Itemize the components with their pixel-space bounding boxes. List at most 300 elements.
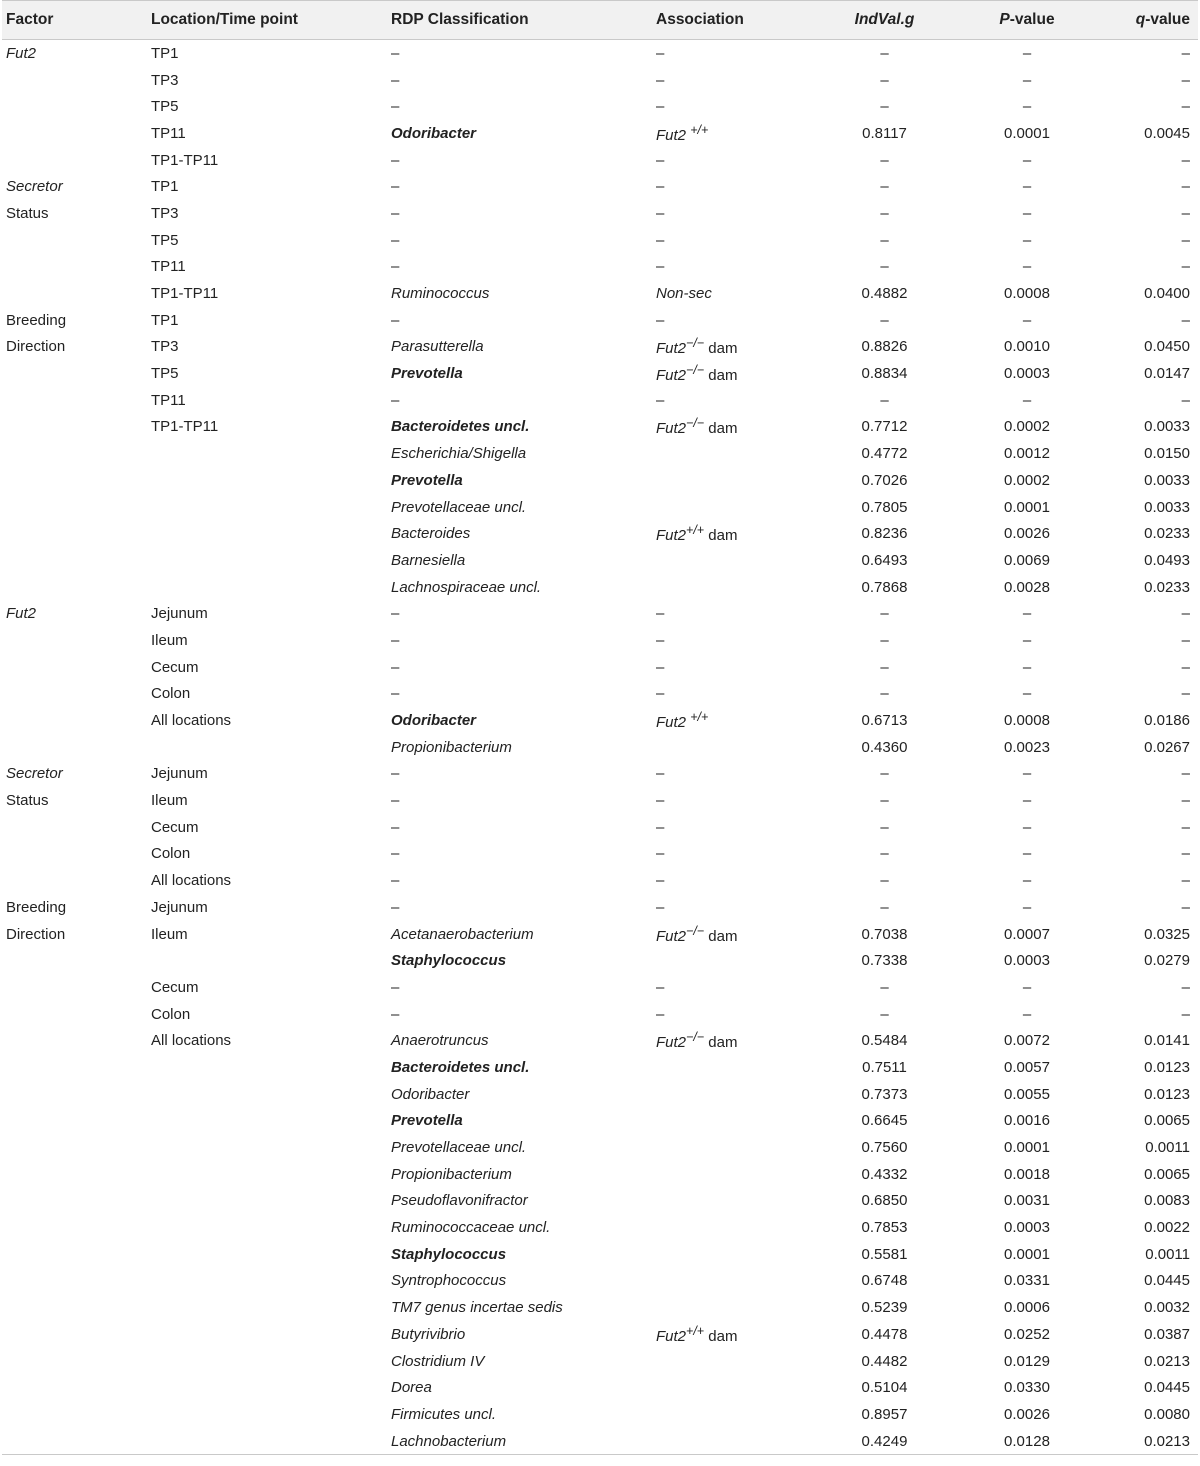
cell-p-value: 0.0072	[1004, 1032, 1050, 1050]
cell-p-value: 0.0129	[1004, 1352, 1050, 1370]
cell-q-value: –	[1181, 845, 1190, 863]
cell-p-value: –	[1022, 685, 1032, 703]
cell-rdp-classification: Syntrophococcus	[391, 1272, 507, 1290]
cell-q-value: 0.0387	[1144, 1325, 1190, 1343]
cell-factor	[2, 1188, 147, 1215]
cell-p-value: 0.0003	[1004, 365, 1050, 383]
cell-rdp-classification: –	[391, 685, 400, 703]
cell-association	[652, 947, 812, 974]
cell-factor	[2, 681, 147, 708]
cell-p-value: 0.0003	[1004, 952, 1050, 970]
cell-association: –	[656, 872, 665, 890]
cell-association: –	[656, 685, 665, 703]
cell-rdp-classification: –	[391, 631, 400, 649]
header-q-value	[1097, 1, 1198, 40]
cell-association: –	[656, 231, 665, 249]
cell-indval: 0.5104	[861, 1379, 908, 1397]
cell-rdp-classification: Ruminococcaceae uncl.	[391, 1219, 551, 1237]
cell-p-value: 0.0069	[1004, 551, 1050, 569]
cell-association: –	[656, 178, 665, 196]
cell-factor: Status	[6, 204, 49, 222]
cell-location	[147, 1108, 387, 1135]
cell-rdp-classification: Prevotellaceae uncl.	[391, 1139, 527, 1157]
cell-association: –	[656, 98, 665, 116]
cell-rdp-classification: Prevotella	[391, 1112, 463, 1130]
cell-rdp-classification: –	[391, 231, 400, 249]
table-row	[2, 627, 1198, 654]
table-row	[2, 1241, 1198, 1268]
cell-rdp-classification: –	[391, 978, 400, 996]
cell-association	[652, 574, 812, 601]
cell-location	[147, 1134, 387, 1161]
cell-association: –	[656, 391, 665, 409]
cell-indval: 0.5239	[861, 1299, 908, 1317]
cell-q-value: 0.0267	[1144, 738, 1190, 756]
cell-factor	[2, 1161, 147, 1188]
cell-location	[147, 467, 387, 494]
table-row	[2, 280, 1198, 307]
cell-association: Fut2−/− dam	[656, 363, 738, 385]
cell-location: Jejunum	[151, 605, 208, 623]
cell-indval: 0.8826	[861, 338, 908, 356]
cell-q-value: 0.0186	[1144, 712, 1190, 730]
cell-factor	[2, 1027, 147, 1054]
cell-p-value: –	[1022, 258, 1032, 276]
table-row	[2, 547, 1198, 574]
cell-factor	[2, 947, 147, 974]
table-row	[2, 307, 1198, 334]
cell-rdp-classification: –	[391, 391, 400, 409]
cell-factor	[2, 1321, 147, 1348]
cell-location	[147, 520, 387, 547]
cell-location	[147, 440, 387, 467]
table-row	[2, 707, 1198, 734]
cell-q-value: –	[1181, 978, 1190, 996]
cell-association: –	[656, 151, 665, 169]
cell-rdp-classification: Propionibacterium	[391, 1165, 512, 1183]
cell-p-value: –	[1022, 898, 1032, 916]
cell-indval: –	[880, 311, 889, 329]
cell-rdp-classification: –	[391, 792, 400, 810]
cell-factor	[2, 520, 147, 547]
cell-indval: 0.6850	[861, 1192, 908, 1210]
cell-q-value: 0.0083	[1144, 1192, 1190, 1210]
header-factor: Factor	[2, 1, 147, 40]
table-row	[2, 200, 1198, 227]
cell-p-value: 0.0010	[1004, 338, 1050, 356]
cell-indval: –	[880, 685, 889, 703]
cell-p-value: 0.0001	[1004, 498, 1050, 516]
cell-q-value: 0.0233	[1144, 525, 1190, 543]
cell-association: –	[656, 845, 665, 863]
cell-location: TP3	[151, 338, 179, 356]
cell-indval: 0.6748	[861, 1272, 908, 1290]
cell-association: –	[656, 818, 665, 836]
cell-rdp-classification: –	[391, 872, 400, 890]
cell-location	[147, 734, 387, 761]
cell-indval: –	[880, 98, 889, 116]
cell-factor: Secretor	[6, 765, 63, 783]
cell-q-value: 0.0325	[1144, 925, 1190, 943]
cell-rdp-classification: Firmicutes uncl.	[391, 1405, 497, 1423]
cell-location: TP5	[151, 365, 179, 383]
cell-rdp-classification: –	[391, 845, 400, 863]
cell-association: Fut2−/− dam	[656, 1030, 738, 1052]
cell-rdp-classification: –	[391, 98, 400, 116]
cell-location	[147, 947, 387, 974]
cell-q-value: 0.0445	[1144, 1272, 1190, 1290]
cell-q-value: –	[1181, 1005, 1190, 1023]
cell-factor	[2, 1214, 147, 1241]
cell-p-value: 0.0028	[1004, 578, 1050, 596]
table-row	[2, 974, 1198, 1001]
cell-association	[652, 1214, 812, 1241]
cell-rdp-classification: Bacteroidetes uncl.	[391, 1058, 530, 1076]
cell-q-value: 0.0450	[1144, 338, 1190, 356]
cell-location: Jejunum	[151, 898, 208, 916]
cell-indval: –	[880, 818, 889, 836]
cell-factor	[2, 93, 147, 120]
cell-q-value: 0.0065	[1144, 1112, 1190, 1130]
cell-rdp-classification: Clostridium IV	[391, 1352, 485, 1370]
cell-association	[652, 1294, 812, 1321]
cell-association	[652, 1054, 812, 1081]
cell-association: –	[656, 765, 665, 783]
cell-indval: –	[880, 658, 889, 676]
table-row	[2, 40, 1198, 67]
cell-location: TP1-TP11	[151, 151, 219, 169]
table-row	[2, 814, 1198, 841]
cell-p-value: –	[1022, 631, 1032, 649]
cell-p-value: –	[1022, 765, 1032, 783]
cell-rdp-classification: –	[391, 605, 400, 623]
table-row	[2, 1348, 1198, 1375]
header-p-prefix: P	[999, 11, 1010, 28]
cell-q-value: –	[1181, 71, 1190, 89]
cell-rdp-classification: –	[391, 258, 400, 276]
cell-factor	[2, 1108, 147, 1135]
table-row	[2, 1134, 1198, 1161]
cell-indval: 0.6713	[861, 712, 908, 730]
cell-q-value: 0.0011	[1145, 1139, 1190, 1157]
cell-association	[652, 734, 812, 761]
cell-association	[652, 1241, 812, 1268]
cell-p-value: 0.0031	[1004, 1192, 1050, 1210]
cell-location: Cecum	[151, 978, 199, 996]
cell-p-value: –	[1022, 872, 1032, 890]
cell-q-value: –	[1181, 151, 1190, 169]
cell-q-value: –	[1181, 44, 1190, 62]
cell-association	[652, 494, 812, 521]
cell-q-value: –	[1181, 818, 1190, 836]
cell-indval: 0.7038	[861, 925, 908, 943]
table-row	[2, 787, 1198, 814]
table-row	[2, 867, 1198, 894]
cell-factor: Breeding	[6, 311, 67, 329]
cell-indval: 0.4360	[861, 738, 908, 756]
cell-association	[652, 1108, 812, 1135]
cell-indval: 0.6493	[861, 551, 908, 569]
cell-factor: Fut2	[6, 44, 37, 62]
cell-association: –	[656, 1005, 665, 1023]
cell-p-value: –	[1022, 71, 1032, 89]
cell-q-value: 0.0033	[1144, 418, 1190, 436]
header-association: Association	[652, 1, 812, 40]
cell-p-value: 0.0252	[1004, 1325, 1050, 1343]
cell-rdp-classification: –	[391, 898, 400, 916]
table-row	[2, 334, 1198, 361]
cell-q-value: –	[1181, 98, 1190, 116]
cell-association: –	[656, 631, 665, 649]
table-row	[2, 1214, 1198, 1241]
cell-q-value: 0.0279	[1144, 952, 1190, 970]
cell-association: –	[656, 44, 665, 62]
cell-association: Fut2−/− dam	[656, 923, 738, 945]
table-body	[2, 40, 1198, 1455]
cell-rdp-classification: –	[391, 765, 400, 783]
cell-location: TP3	[151, 71, 179, 89]
cell-indval: 0.8834	[861, 365, 908, 383]
table-row	[2, 921, 1198, 948]
cell-indval: 0.4882	[861, 285, 908, 303]
table-row	[2, 1054, 1198, 1081]
cell-indval: 0.7373	[861, 1085, 908, 1103]
table-row	[2, 173, 1198, 200]
cell-p-value: –	[1022, 151, 1032, 169]
cell-indval: –	[880, 898, 889, 916]
cell-location	[147, 1428, 387, 1455]
cell-rdp-classification: Escherichia/Shigella	[391, 445, 527, 463]
cell-association	[652, 1428, 812, 1455]
table-row	[2, 467, 1198, 494]
cell-rdp-classification: Staphylococcus	[391, 952, 507, 970]
cell-rdp-classification: –	[391, 658, 400, 676]
cell-indval: –	[880, 44, 889, 62]
table-header-row	[2, 1, 1198, 40]
cell-indval: 0.7560	[861, 1139, 908, 1157]
cell-p-value: –	[1022, 178, 1032, 196]
cell-association	[652, 547, 812, 574]
cell-location: Colon	[151, 845, 191, 863]
cell-p-value: 0.0008	[1004, 285, 1050, 303]
cell-indval: –	[880, 178, 889, 196]
cell-location: Jejunum	[151, 765, 208, 783]
cell-association	[652, 1188, 812, 1215]
table-row	[2, 654, 1198, 681]
table-row	[2, 841, 1198, 868]
cell-location: TP1	[151, 178, 179, 196]
cell-q-value: –	[1181, 631, 1190, 649]
cell-factor	[2, 547, 147, 574]
table-row	[2, 254, 1198, 281]
cell-q-value: –	[1181, 685, 1190, 703]
cell-association: –	[656, 605, 665, 623]
cell-indval: 0.4332	[861, 1165, 908, 1183]
cell-location: Cecum	[151, 658, 199, 676]
cell-location	[147, 1348, 387, 1375]
header-p-value	[957, 1, 1097, 40]
cell-indval: 0.7026	[861, 471, 908, 489]
cell-association: –	[656, 898, 665, 916]
cell-location: TP5	[151, 98, 179, 116]
cell-p-value: 0.0026	[1004, 525, 1050, 543]
cell-p-value: 0.0002	[1004, 471, 1050, 489]
table-row	[2, 1108, 1198, 1135]
cell-rdp-classification: –	[391, 204, 400, 222]
table-row	[2, 1001, 1198, 1028]
cell-p-value: 0.0012	[1004, 445, 1050, 463]
cell-q-value: 0.0123	[1144, 1058, 1190, 1076]
cell-p-value: –	[1022, 978, 1032, 996]
table-row	[2, 1294, 1198, 1321]
cell-factor	[2, 440, 147, 467]
cell-association: Non-sec	[656, 285, 712, 303]
table-row	[2, 1374, 1198, 1401]
table-row	[2, 520, 1198, 547]
cell-indval: 0.6645	[861, 1112, 908, 1130]
cell-indval: –	[880, 792, 889, 810]
cell-p-value: 0.0002	[1004, 418, 1050, 436]
cell-factor: Breeding	[6, 898, 67, 916]
header-rdp: RDP Classification	[387, 1, 652, 40]
cell-rdp-classification: –	[391, 818, 400, 836]
cell-rdp-classification: Acetanaerobacterium	[391, 925, 534, 943]
cell-factor	[2, 1081, 147, 1108]
cell-indval: 0.4249	[812, 1428, 957, 1455]
cell-q-value: 0.0213	[1144, 1352, 1190, 1370]
cell-p-value: 0.0330	[1004, 1379, 1050, 1397]
cell-p-value: –	[1022, 204, 1032, 222]
cell-rdp-classification: Butyrivibrio	[391, 1325, 466, 1343]
table-row	[2, 494, 1198, 521]
cell-rdp-classification: Odoribacter	[391, 124, 477, 142]
cell-association	[652, 1348, 812, 1375]
cell-association: –	[656, 204, 665, 222]
cell-factor	[2, 1428, 147, 1455]
header-location: Location/Time point	[147, 1, 387, 40]
cell-factor	[2, 227, 147, 254]
cell-location: All locations	[151, 712, 232, 730]
cell-factor	[2, 974, 147, 1001]
cell-p-value: 0.0018	[1004, 1165, 1050, 1183]
cell-p-value: 0.0055	[1004, 1085, 1050, 1103]
table-row	[2, 1027, 1198, 1054]
cell-p-value: 0.0016	[1004, 1112, 1050, 1130]
cell-q-value: –	[1181, 658, 1190, 676]
cell-q-value: 0.0065	[1144, 1165, 1190, 1183]
cell-q-value: 0.0213	[1097, 1428, 1198, 1455]
cell-rdp-classification: Prevotella	[391, 471, 463, 489]
cell-p-value: 0.0001	[1004, 1245, 1050, 1263]
cell-p-value: 0.0023	[1004, 738, 1050, 756]
cell-rdp-classification: Pseudoflavonifractor	[391, 1192, 528, 1210]
cell-indval: –	[880, 872, 889, 890]
cell-q-value: 0.0045	[1144, 124, 1190, 142]
cell-association: Fut2−/− dam	[656, 336, 738, 358]
cell-factor: Fut2	[6, 605, 37, 623]
table-row	[2, 1188, 1198, 1215]
cell-indval: 0.4482	[861, 1352, 908, 1370]
cell-factor	[2, 467, 147, 494]
cell-location: TP11	[151, 124, 186, 142]
cell-p-value: –	[1022, 845, 1032, 863]
cell-indval: 0.7853	[861, 1219, 908, 1237]
table-row	[2, 1268, 1198, 1295]
cell-factor	[2, 1374, 147, 1401]
table-row	[2, 1428, 1198, 1455]
table-row	[2, 120, 1198, 147]
cell-factor	[2, 841, 147, 868]
cell-rdp-classification: Odoribacter	[391, 1085, 470, 1103]
cell-factor	[2, 147, 147, 174]
cell-rdp-classification: Lachnospiraceae uncl.	[391, 578, 542, 596]
cell-q-value: –	[1181, 391, 1190, 409]
cell-indval: 0.8236	[861, 525, 908, 543]
cell-p-value: 0.0001	[1004, 1139, 1050, 1157]
table-row	[2, 360, 1198, 387]
cell-factor: Direction	[6, 925, 66, 943]
cell-location: TP3	[151, 204, 179, 222]
cell-factor	[2, 1268, 147, 1295]
cell-rdp-classification: TM7 genus incertae sedis	[391, 1299, 563, 1317]
cell-rdp-classification: –	[391, 151, 400, 169]
cell-factor	[2, 654, 147, 681]
cell-association: –	[656, 792, 665, 810]
cell-p-value: 0.0026	[1004, 1405, 1050, 1423]
cell-p-value: –	[1022, 1005, 1032, 1023]
table-row	[2, 1401, 1198, 1428]
cell-q-value: –	[1181, 258, 1190, 276]
cell-q-value: –	[1181, 765, 1190, 783]
cell-association	[652, 467, 812, 494]
cell-factor	[2, 1001, 147, 1028]
cell-p-value: 0.0001	[1004, 124, 1050, 142]
cell-rdp-classification: Odoribacter	[391, 712, 477, 730]
cell-location: TP1-TP11	[151, 285, 219, 303]
cell-location	[147, 1241, 387, 1268]
cell-q-value: 0.0141	[1144, 1032, 1190, 1050]
table-row	[2, 947, 1198, 974]
cell-factor	[2, 414, 147, 441]
cell-indval: –	[880, 631, 889, 649]
cell-association	[652, 1401, 812, 1428]
cell-rdp-classification: Parasutterella	[391, 338, 484, 356]
cell-rdp-classification: Bacteroides	[391, 525, 471, 543]
cell-q-value: –	[1181, 605, 1190, 623]
cell-q-value: –	[1181, 311, 1190, 329]
cell-rdp-classification: Lachnobacterium	[387, 1428, 652, 1455]
cell-indval: 0.7805	[861, 498, 908, 516]
cell-location	[147, 1401, 387, 1428]
cell-indval: –	[880, 605, 889, 623]
table-row	[2, 1081, 1198, 1108]
cell-rdp-classification: Prevotella	[391, 365, 463, 383]
cell-rdp-classification: Dorea	[391, 1379, 432, 1397]
cell-p-value: 0.0006	[1004, 1299, 1050, 1317]
cell-indval: –	[880, 231, 889, 249]
cell-p-value: –	[1022, 658, 1032, 676]
cell-location	[147, 547, 387, 574]
cell-factor	[2, 494, 147, 521]
cell-p-value: –	[1022, 818, 1032, 836]
cell-factor	[2, 1054, 147, 1081]
cell-association: –	[656, 658, 665, 676]
cell-rdp-classification: –	[391, 178, 400, 196]
cell-factor	[2, 734, 147, 761]
indicator-species-table	[2, 0, 1198, 1455]
cell-location	[147, 1214, 387, 1241]
cell-q-value: –	[1181, 792, 1190, 810]
